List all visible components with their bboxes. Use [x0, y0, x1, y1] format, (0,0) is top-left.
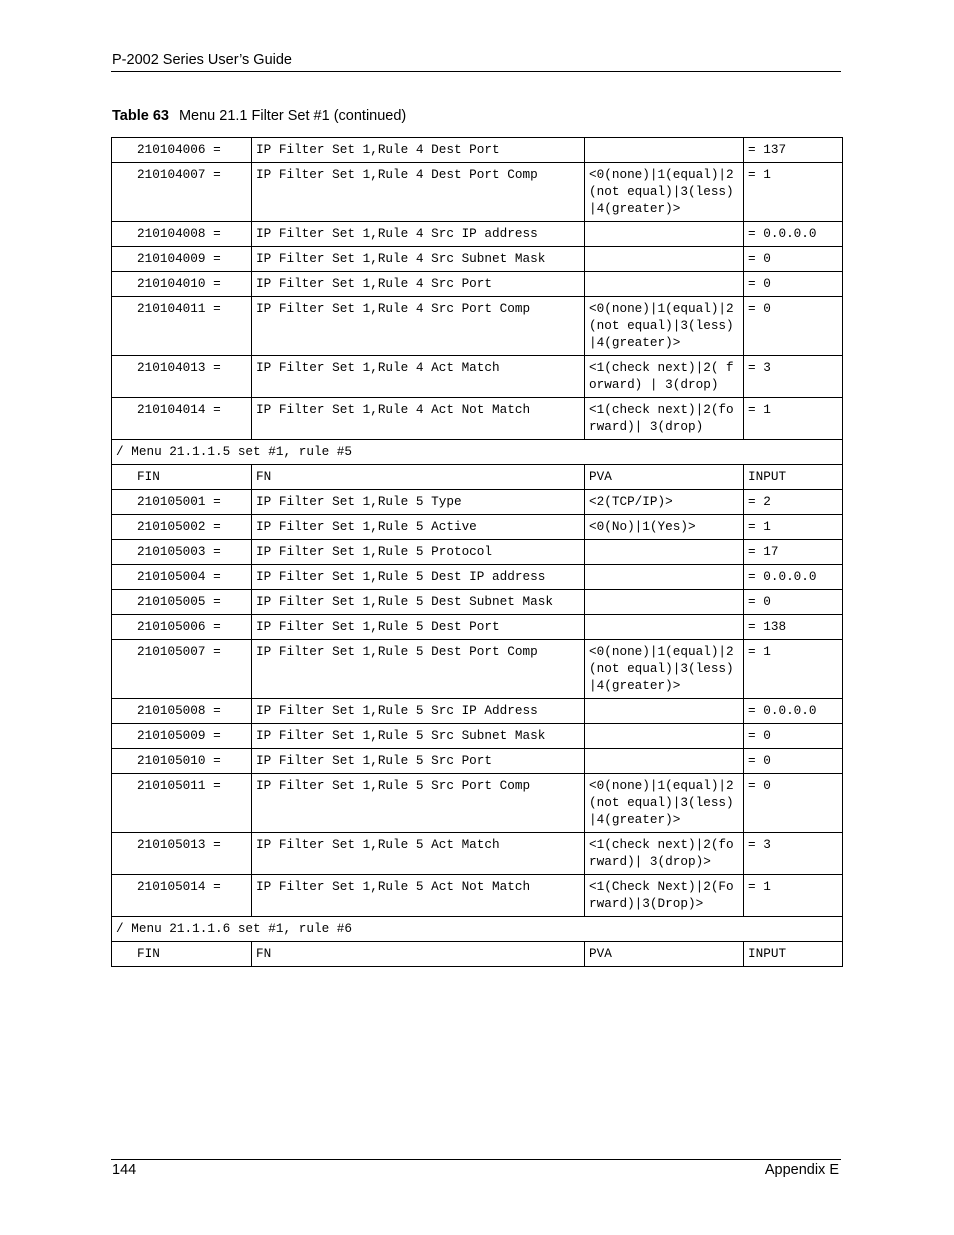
- table-row: [112, 615, 843, 640]
- table-row: [112, 640, 843, 699]
- input-cell: INPUT: [744, 942, 843, 967]
- section-row: [112, 440, 843, 465]
- fin-cell: 210105007 =: [112, 640, 252, 699]
- fin-cell: 210105002 =: [112, 515, 252, 540]
- fn-cell: IP Filter Set 1,Rule 4 Src Port Comp: [252, 297, 585, 356]
- table-row: [112, 590, 843, 615]
- table-row: [112, 699, 843, 724]
- fn-cell: FN: [252, 942, 585, 967]
- fn-cell: IP Filter Set 1,Rule 5 Src Port: [252, 749, 585, 774]
- table-number: Table 63: [112, 108, 169, 124]
- section-label: / Menu 21.1.1.5 set #1, rule #5: [112, 440, 843, 465]
- pva-cell: <0(none)|1(equal)|2(not equal)|3(less)|4(greater)>: [585, 297, 744, 356]
- fn-cell: IP Filter Set 1,Rule 4 Act Not Match: [252, 398, 585, 440]
- fn-cell: IP Filter Set 1,Rule 5 Dest IP address: [252, 565, 585, 590]
- table-row: [112, 272, 843, 297]
- table-row: [112, 398, 843, 440]
- fin-cell: 210104010 =: [112, 272, 252, 297]
- table-row: [112, 163, 843, 222]
- table-row: [112, 942, 843, 967]
- fin-cell: 210105003 =: [112, 540, 252, 565]
- pva-cell: [585, 699, 744, 724]
- input-cell: = 1: [744, 398, 843, 440]
- fin-cell: 210104011 =: [112, 297, 252, 356]
- fin-cell: 210105005 =: [112, 590, 252, 615]
- input-cell: = 0: [744, 297, 843, 356]
- fn-cell: IP Filter Set 1,Rule 5 Type: [252, 490, 585, 515]
- table-row: [112, 875, 843, 917]
- pva-cell: <0(none)|1(equal)|2(not equal)|3(less)|4(greater)>: [585, 163, 744, 222]
- fn-cell: IP Filter Set 1,Rule 5 Protocol: [252, 540, 585, 565]
- input-cell: = 17: [744, 540, 843, 565]
- footer-section: Appendix E: [764, 1162, 839, 1178]
- fin-cell: 210104009 =: [112, 247, 252, 272]
- fn-cell: IP Filter Set 1,Rule 4 Src Subnet Mask: [252, 247, 585, 272]
- table-row: [112, 222, 843, 247]
- pva-cell: [585, 247, 744, 272]
- pva-cell: [585, 615, 744, 640]
- fn-cell: IP Filter Set 1,Rule 5 Dest Port Comp: [252, 640, 585, 699]
- fin-cell: 210104006 =: [112, 138, 252, 163]
- pva-cell: [585, 540, 744, 565]
- fin-cell: 210104007 =: [112, 163, 252, 222]
- pva-cell: [585, 138, 744, 163]
- pva-cell: <0(No)|1(Yes)>: [585, 515, 744, 540]
- table-title: Menu 21.1 Filter Set #1 (continued): [178, 108, 407, 124]
- input-cell: = 1: [744, 640, 843, 699]
- pva-cell: <1(check next)|2( forward) | 3(drop): [585, 356, 744, 398]
- fin-cell: 210105004 =: [112, 565, 252, 590]
- table-row: [112, 515, 843, 540]
- input-cell: = 1: [744, 515, 843, 540]
- pva-cell: [585, 222, 744, 247]
- input-cell: = 0: [744, 774, 843, 833]
- input-cell: = 138: [744, 615, 843, 640]
- pva-cell: [585, 724, 744, 749]
- fin-cell: 210105013 =: [112, 833, 252, 875]
- table-row: [112, 833, 843, 875]
- pva-cell: PVA: [585, 942, 744, 967]
- fin-cell: 210105008 =: [112, 699, 252, 724]
- input-cell: = 0.0.0.0: [744, 222, 843, 247]
- input-cell: = 1: [744, 163, 843, 222]
- table-row: [112, 774, 843, 833]
- fn-cell: IP Filter Set 1,Rule 5 Dest Port: [252, 615, 585, 640]
- fn-cell: IP Filter Set 1,Rule 4 Dest Port: [252, 138, 585, 163]
- page-number: 144: [112, 1162, 137, 1178]
- fin-cell: 210105011 =: [112, 774, 252, 833]
- running-header: P-2002 Series User’s Guide: [112, 52, 292, 68]
- pva-cell: <2(TCP/IP)>: [585, 490, 744, 515]
- fin-cell: 210105009 =: [112, 724, 252, 749]
- filter-set-table: [111, 137, 843, 967]
- footer-rule: [111, 1159, 841, 1160]
- table-row: [112, 749, 843, 774]
- fn-cell: IP Filter Set 1,Rule 4 Src IP address: [252, 222, 585, 247]
- input-cell: = 3: [744, 356, 843, 398]
- fin-cell: 210104008 =: [112, 222, 252, 247]
- pva-cell: [585, 272, 744, 297]
- fn-cell: IP Filter Set 1,Rule 5 Src Subnet Mask: [252, 724, 585, 749]
- section-label: / Menu 21.1.1.6 set #1, rule #6: [112, 917, 843, 942]
- input-cell: = 0: [744, 724, 843, 749]
- fn-cell: IP Filter Set 1,Rule 4 Dest Port Comp: [252, 163, 585, 222]
- input-cell: = 0: [744, 247, 843, 272]
- fin-cell: 210105001 =: [112, 490, 252, 515]
- input-cell: = 0: [744, 590, 843, 615]
- pva-cell: [585, 590, 744, 615]
- table-row: [112, 724, 843, 749]
- input-cell: = 0: [744, 749, 843, 774]
- fn-cell: IP Filter Set 1,Rule 5 Act Not Match: [252, 875, 585, 917]
- fin-cell: 210105010 =: [112, 749, 252, 774]
- pva-cell: [585, 749, 744, 774]
- fn-cell: IP Filter Set 1,Rule 5 Act Match: [252, 833, 585, 875]
- pva-cell: <1(Check Next)|2(Forward)|3(Drop)>: [585, 875, 744, 917]
- fn-cell: IP Filter Set 1,Rule 4 Act Match: [252, 356, 585, 398]
- fn-cell: IP Filter Set 1,Rule 5 Src Port Comp: [252, 774, 585, 833]
- table-row: [112, 465, 843, 490]
- pva-cell: <0(none)|1(equal)|2(not equal)|3(less)|4(greater)>: [585, 640, 744, 699]
- fin-cell: FIN: [112, 942, 252, 967]
- input-cell: = 2: [744, 490, 843, 515]
- input-cell: = 1: [744, 875, 843, 917]
- fin-cell: 210105014 =: [112, 875, 252, 917]
- fin-cell: FIN: [112, 465, 252, 490]
- fin-cell: 210105006 =: [112, 615, 252, 640]
- fin-cell: 210104014 =: [112, 398, 252, 440]
- pva-cell: PVA: [585, 465, 744, 490]
- input-cell: = 0.0.0.0: [744, 699, 843, 724]
- fn-cell: IP Filter Set 1,Rule 5 Active: [252, 515, 585, 540]
- pva-cell: [585, 565, 744, 590]
- table-row: [112, 540, 843, 565]
- table-row: [112, 138, 843, 163]
- pva-cell: <0(none)|1(equal)|2(not equal)|3(less)|4(greater)>: [585, 774, 744, 833]
- pva-cell: <1(check next)|2(forward)| 3(drop)>: [585, 833, 744, 875]
- table-row: [112, 490, 843, 515]
- input-cell: INPUT: [744, 465, 843, 490]
- input-cell: = 0: [744, 272, 843, 297]
- table-row: [112, 247, 843, 272]
- fn-cell: IP Filter Set 1,Rule 4 Src Port: [252, 272, 585, 297]
- table-row: [112, 297, 843, 356]
- pva-cell: <1(check next)|2(forward)| 3(drop): [585, 398, 744, 440]
- fn-cell: FN: [252, 465, 585, 490]
- header-rule: [111, 71, 841, 72]
- fin-cell: 210104013 =: [112, 356, 252, 398]
- table-caption: [112, 108, 406, 124]
- table-row: [112, 565, 843, 590]
- table-row: [112, 356, 843, 398]
- input-cell: = 137: [744, 138, 843, 163]
- section-row: [112, 917, 843, 942]
- input-cell: = 0.0.0.0: [744, 565, 843, 590]
- fn-cell: IP Filter Set 1,Rule 5 Src IP Address: [252, 699, 585, 724]
- fn-cell: IP Filter Set 1,Rule 5 Dest Subnet Mask: [252, 590, 585, 615]
- input-cell: = 3: [744, 833, 843, 875]
